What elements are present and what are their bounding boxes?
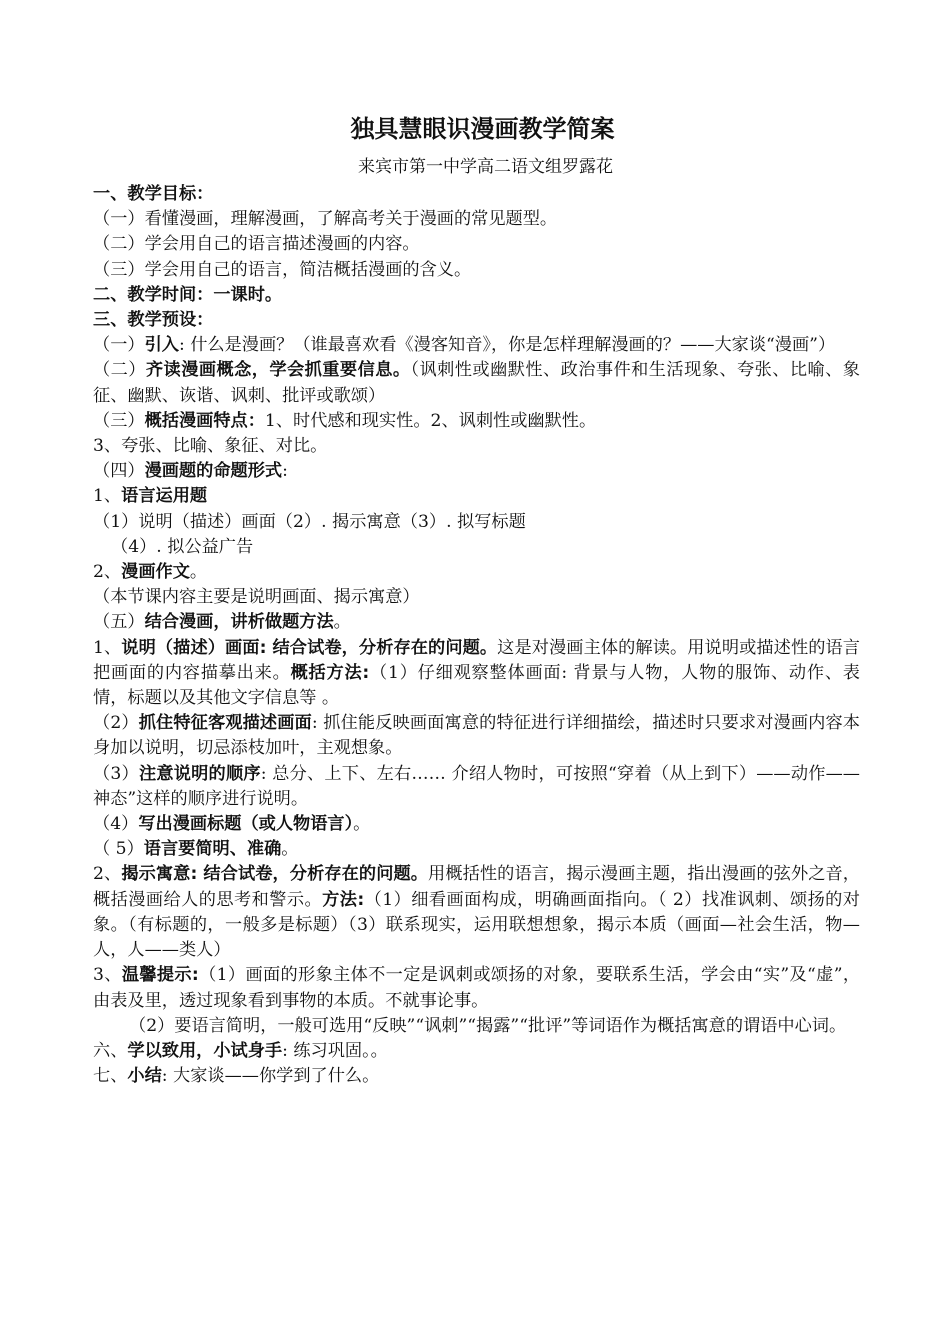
plan-methods: （五）结合漫画，讲析做题方法。: [93, 612, 351, 633]
method-tips-2: （2）要语言简明，一般可选用“反映”“讽刺”“揭露”“批评”等词语作为概括寓意的谓语中心词。: [129, 1015, 847, 1036]
document-author: 来宾市第一中学高二语文组罗露花: [358, 157, 613, 177]
method-tips: 3、温馨提示:（1）画面的形象主体不一定是讽刺或颂扬的对象，要联系生活，学会由“实”及“虚”，由表及里，透过现象看到事物的本质。不就事论事。: [93, 965, 861, 1011]
section-heading-goals: 一、教学目标：: [93, 184, 214, 204]
form-language-use: 1、语言运用题: [93, 486, 208, 507]
document-body: [93, 182, 860, 1089]
plan-question-forms: （四）漫画题的命题形式:: [93, 461, 288, 482]
plan-intro: （一）引入: 什么是漫画？（谁最喜欢看《漫客知音》，你是怎样理解漫画的？——大家谈“漫画”）: [93, 335, 836, 356]
plan-features: （三）概括漫画特点：1、时代感和现实性。2、讽刺性或幽默性。: [93, 410, 597, 431]
method-title: （4）写出漫画标题（或人物语言）。: [93, 814, 371, 835]
section-heading-plan: 三、教学预设：: [93, 310, 214, 331]
goal-item-2: （二）学会用自己的语言描述漫画的内容。: [93, 234, 420, 255]
goal-item-1: （一）看懂漫画，理解漫画，了解高考关于漫画的常见题型。: [93, 209, 558, 230]
method-reveal-meaning: 2、揭示寓意: 结合试卷，分析存在的问题。用概括性的语言，揭示漫画主题，指出漫画的弦外之音，概括漫画给人的思考和警示。方法:（1）细看画面构成，明确画面指向。（ 2）找准讽刺、颂扬的对象。（有标题的，一般多是标题）（3）联系现实，运用联想想象，揭示本质（画面—社会生活，物—人，人——类人）: [93, 864, 860, 961]
method-describe: 1、说明（描述）画面: 结合试卷，分析存在的问题。这是对漫画主体的解读。用说明或描述性的语言把画面的内容描摹出来。概括方法:（1）仔细观察整体画面: 背景与人物，人物的服饰、动作、表情，标题以及其他文字信息等 。: [93, 637, 860, 709]
form-composition: 2、漫画作文。: [93, 562, 208, 583]
document-title: 独具慧眼识漫画教学简案: [350, 115, 615, 143]
plan-concept: （二）齐读漫画概念，学会抓重要信息。（讽刺性或幽默性、政治事件和生活现象、夸张、比喻、象征、幽默、诙谐、讽刺、批评或歌颂）: [93, 360, 860, 406]
method-features: （2）抓住特征客观描述画面: 抓住能反映画面寓意的特征进行详细描绘，描述时只要求对漫画内容本身加以说明，切忌添枝加叶，主观想象。: [93, 713, 860, 759]
form-language-items: （1）说明（描述）画面（2）. 揭示寓意（3）. 拟写标题: [93, 511, 526, 532]
form-language-item-4: （4）. 拟公益广告: [111, 536, 254, 557]
goal-item-3: （三）学会用自己的语言，简洁概括漫画的含义。: [93, 259, 472, 280]
section-heading-time: 二、教学时间：一课时。: [93, 284, 283, 305]
method-order: （3）注意说明的顺序: 总分、上下、左右…… 介绍人物时，可按照“穿着（从上到下）——动作——神态”这样的顺序进行说明。: [93, 763, 860, 809]
lesson-note: （本节课内容主要是说明画面、揭示寓意）: [93, 587, 420, 608]
plan-features-cont: 3、夸张、比喻、象征、对比。: [93, 436, 328, 457]
section-summary: 七、小结: 大家谈——你学到了什么。: [93, 1066, 380, 1087]
method-concise: （ 5）语言要简明、准确。: [93, 839, 299, 860]
section-practice: 六、学以致用，小试身手: 练习巩固。。: [93, 1040, 388, 1061]
